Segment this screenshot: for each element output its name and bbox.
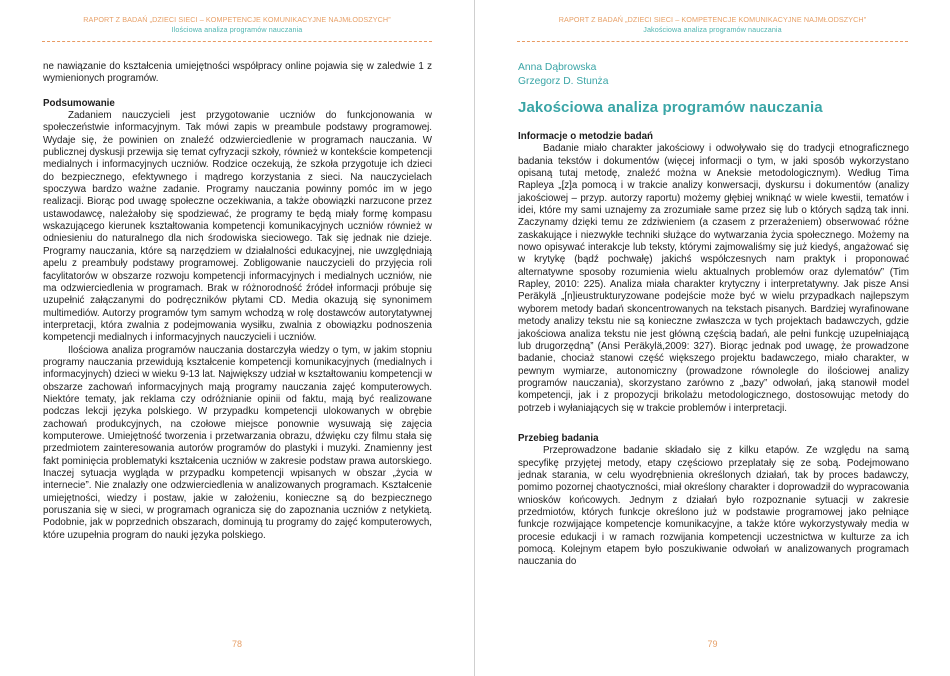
report-title: RAPORT Z BADAŃ „DZIECI SIECI – KOMPETENCJE KOMUNIKACYJNE NAJMŁODSZYCH” [558, 15, 867, 24]
header-divider [42, 41, 432, 42]
page-number: 79 [707, 639, 718, 649]
body-paragraph: Zadaniem nauczycieli jest przygotowanie uczniów do funkcjonowania w społeczeństwie informacyjnym. Tak mówi zapis w preambule podstawy programowej. Wydaje się, że powinien on znaleźć odzwierciedlenie w programach nauczania. W publicznej dyskusji przewija się temat cyfryzacji szkoły, również w kontekście kompetencji medialnych i informacyjnych uczniów. Rodzice oczekują, że szkoła przygotuje ich dzieci do bezpiecznego, efektywnego i mądrego korzystania z sieci. Na nauczycielach spoczywa bardzo ważne zadanie. Programy nauczania powinny pomóc im w jego realizacji. Biorąc pod uwagę społeczne oczekiwania, a także obowiązki narzucone przez ustawodawcę, należałoby się spodziewać, że programy te będą miały formę kompasu wskazującego kierunek kształtowania kompetencji komunikacyjnych uczniów również w odniesieniu do naturalnego dla nich środowiska sieciowego. Tak się jednak nie dzieje. Programy nauczania, które są narzędziem w działalności edukacyjnej, nie uwzględniają apelu z preambuły podstawy programowej. Zobligowanie nauczycieli do przyjęcia roli facylitatorów w obszarze rozwoju kompetencji informacyjnych i medialnych uczniów, nie ma odzwierciedlenia w programach. Brak w różnorodność źródeł informacji próbuje się uzupełnić załączanymi do podręczników płytami CD. Media okazują się synonimem multimediów. Autorzy programów tym samym wchodzą w rolę dostawców autorytatywnej interpretacji, która zwalnia z podejmowania wysiłku, zwalnia z obowiązku podnoszenia kompetencji medialnych i informacyjnych nauczycieli i uczniów. [43, 110, 432, 344]
body-paragraph: Badanie miało charakter jakościowy i odwoływało się do tradycji etnograficznego badania tekstów i dokumentów (więcej informacji o tym, w jaki sposób wykorzystano opisaną tutaj metodę, znaleźć można w Aneksie metodologicznym). Według Tima Rapleya „[z]a pomocą i w trakcie analizy konwersacji, dyskursu i dokumentów (analizy jakościowej – przyp. autorzy raportu) możemy głębiej wniknąć w wiele kwestii, tematów i idei, które my sami uznajemy za zrozumiałe same przez się lub o których sądzą tak inni. Zaczynamy dzięki temu ze zdziwieniem (a czasem z przerażeniem) obserwować różne zaskakujące i niezwykłe techniki służące do wytwarzania życia społecznego. Możemy na nowo opisywać interakcje lub teksty, którymi zajmowaliśmy się już kiedyś, angażować się w krytykę (bądź pochwałę) jakichś współczesnych nam praktyk i proponować alternatywne sposoby rozumienia wielu aktualnych problemów oraz dylematów” (Tim Rapley, 2010: 225). Analiza miała charakter krytyczny i interpretatywny. Jak pisze Ansi Perӓkylӓ „[n]ieustrukturyzowane podejście może być w wielu przypadkach najlepszym wyborem metody badań skoncentrowanych na tekstach pisanych. Bardziej wyrafinowane metody analizy tekstu nie są konieczne zwłaszcza w tych projektach badawczych, gdzie jakościowa analiza tekstu nie jest główną częścią badań, ale pełni funkcję uzupełniającą lub drugorzędną” (Ansi Perӓkylӓ,2009: 327). Biorąc jednak pod uwagę, że prowadzone badanie, chociaż stanowi część większego projektu badawczego, miało charakter, w pewnym wymiarze, autonomiczny (prowadzone równolegle do ilościowej analizy programów nauczania), skorzystano zarówno z „bazy” odwołań, jaką stanowił model kompetencji, jak i z propozycji brikolażu metodologicznego, dostosowując metody do potrzeb i wyłaniających się w trakcie problemów i interpretacji. [518, 143, 909, 414]
section-subtitle: Ilościowa analiza programów nauczania [171, 24, 303, 34]
body-paragraph: Ilościowa analiza programów nauczania dostarczyła wiedzy o tym, w jakim stopniu programy nauczania przewidują kształcenie kompetencji komunikacyjnych (medialnych i informacyjnych) dzieci w wieku 9-13 lat. Największy udział w kształtowaniu kompetencji w obszarze zachowań informacyjnych mają programy nauczania zajęć komputerowych. Niektóre tematy, jak reklama czy odróżnianie opinii od faktu, mają być realizowane podczas lekcji języka polskiego. W przypadku kompetencji ulokowanych w obrębie zachowań produkcyjnych, na czołowe miejsce ponownie wysuwają się zajęcia komputerowe. Umiejętność tworzenia i przetwarzania obrazu, dźwięku czy filmu stała się przedmiotem zainteresowania autorów programów do plastyki i muzyki. Znamienny jest fakt pominięcia problematyki kształcenia uczniów w zakresie podstaw prawa autorskiego. Inaczej sytuacja wygląda w przypadku kompetencji wpisanych w obszar „życia w internecie”. Nie znalazły one odzwierciedlenia w analizowanych programach. Kształcenie umiejętności, wiedzy i postaw, jakie w założeniu, konieczne są do bezpiecznego poruszania się w sieci, w programach ogranicza się do zapoznania uczniów z netykietą. Podobnie, jak w poprzednich obszarach, dominują tu programy do zajęć komputerowych, które uzupełnia program do nauki języka polskiego. [43, 344, 432, 541]
report-title: RAPORT Z BADAŃ „DZIECI SIECI – KOMPETENCJE KOMUNIKACYJNE NAJMŁODSZYCH” [83, 15, 391, 24]
left-body-text [43, 61, 432, 542]
section-heading: Informacje o metodzie badań [518, 131, 654, 142]
intro-paragraph: ne nawiązanie do kształcenia umiejętności współpracy online pojawia się w zaledwie 1 z wymienionych programów. [43, 61, 432, 85]
right-body-text [518, 61, 909, 569]
author-name: Grzegorz D. Stunża [518, 75, 609, 87]
section-subtitle: Jakościowa analiza programów nauczania [643, 24, 782, 34]
chapter-title: Jakościowa analiza programów nauczania [518, 99, 823, 116]
running-head-left [0, 15, 474, 34]
author-name: Anna Dąbrowska [518, 62, 597, 73]
section-heading: Podsumowanie [43, 97, 115, 109]
running-head-right [475, 15, 950, 34]
page-number: 78 [231, 639, 242, 649]
header-divider [517, 41, 908, 42]
section-heading: Przebieg badania [518, 432, 599, 444]
right-page [475, 0, 950, 676]
body-paragraph: Przeprowadzone badanie składało się z kilku etapów. Ze względu na samą specyfikę przyjętej metody, etapy częściowo przeplatały się ze sobą. Podejmowano jednak starania, w celu wyodrębnienia określonych działań, tak by proces badawczy, pomimo pozornej chaotyczności, miał określony charakter i doprowadził do wypracowania wniosków końcowych. Jednym z działań było rozpoznanie sytuacji w zakresie przedmiotów, których funkcje określono już w podstawie programowej jako pełniące funkcje rozwijające kompetencje komunikacyjne, a także które wykorzystywały media w procesie edukacji i w ramach rozwijania kompetencji uczestnictwa w kulturze za ich pomocą. Kolejnym etapem było poszukiwanie odwołań w analizowanych programach nauczania do [518, 445, 909, 568]
